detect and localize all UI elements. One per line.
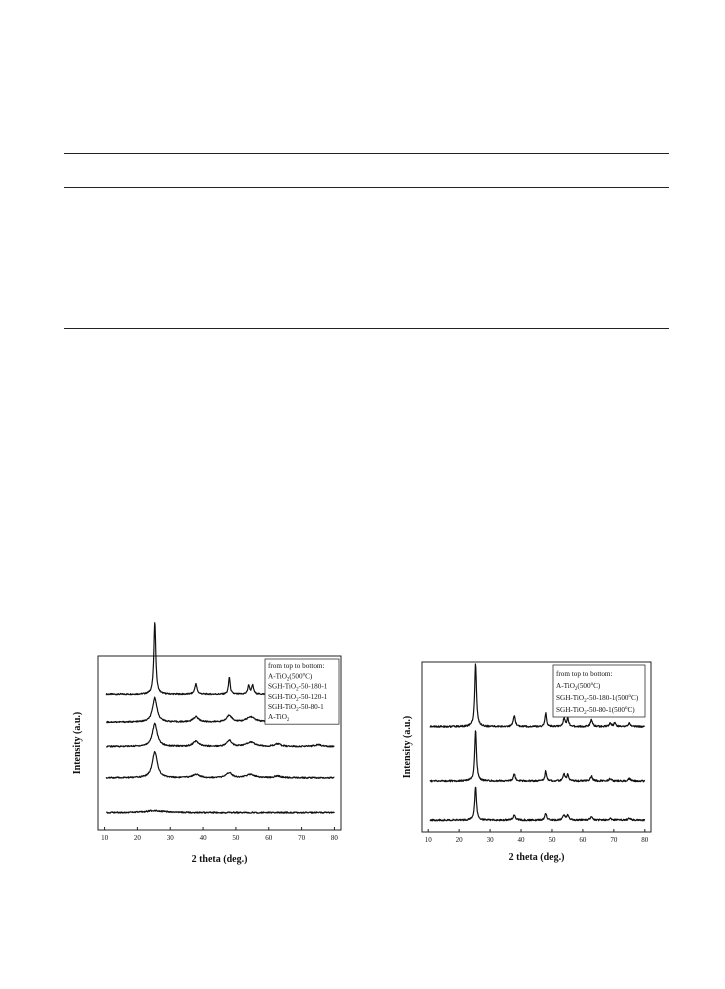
legend-header: from top to bottom: xyxy=(556,670,613,678)
x-axis-title: 2 theta (deg.) xyxy=(508,852,565,863)
x-tick-label: 80 xyxy=(330,834,338,842)
legend-entry: SGH-$TiO_2-50-180-1(500^oC)$ xyxy=(556,694,639,704)
x-tick-label: 20 xyxy=(455,836,463,844)
xrd-trace-4 xyxy=(106,810,334,813)
x-tick-label: 70 xyxy=(298,834,306,842)
legend-header: from top to bottom: xyxy=(268,662,325,671)
xrd-chart-right xyxy=(400,660,655,875)
legend-entry: $A-TiO_2(500^oC)$ xyxy=(556,682,601,692)
table-bottom-rule xyxy=(64,328,669,329)
x-axis-title: 2 theta (deg.) xyxy=(191,854,248,865)
xrd-trace-2 xyxy=(106,723,334,747)
x-tick-label: 60 xyxy=(579,836,587,844)
x-tick-label: 60 xyxy=(265,834,273,842)
x-tick-label: 40 xyxy=(199,834,207,842)
x-tick-label: 30 xyxy=(166,834,174,842)
legend-entry: SGH-$TiO_2-50-80-1(500^oC)$ xyxy=(556,706,635,716)
x-tick-label: 10 xyxy=(101,834,109,842)
chart-svg xyxy=(400,660,655,875)
table-top-rule xyxy=(64,153,669,154)
y-axis-title: Intensity (a.u.) xyxy=(72,711,83,775)
x-tick-label: 10 xyxy=(424,836,432,844)
xrd-trace-3 xyxy=(106,752,334,779)
legend-entry: A-TiO$_2$ xyxy=(268,713,290,724)
legend-entry: SGH-TiO$_2$-50-120-1 xyxy=(268,692,328,703)
x-tick-label: 40 xyxy=(517,836,525,844)
xrd-trace-2 xyxy=(430,787,645,821)
legend-entry: $A-TiO_2(500^oC)$ xyxy=(268,672,313,683)
y-axis-title: Intensity (a.u.) xyxy=(402,715,413,779)
x-tick-label: 70 xyxy=(610,836,618,844)
chart-svg xyxy=(60,650,345,875)
xrd-chart-left xyxy=(60,650,345,875)
x-tick-label: 50 xyxy=(232,834,240,842)
legend-entry: SGH-TiO$_2$-50-80-1 xyxy=(268,703,324,713)
x-tick-label: 50 xyxy=(548,836,556,844)
x-tick-label: 30 xyxy=(486,836,494,844)
legend-entry: SGH-TiO$_2$-50-180-1 xyxy=(268,682,328,693)
x-tick-label: 80 xyxy=(641,836,649,844)
x-tick-label: 20 xyxy=(133,834,141,842)
table-header-rule xyxy=(64,187,669,188)
xrd-trace-1 xyxy=(430,731,645,782)
